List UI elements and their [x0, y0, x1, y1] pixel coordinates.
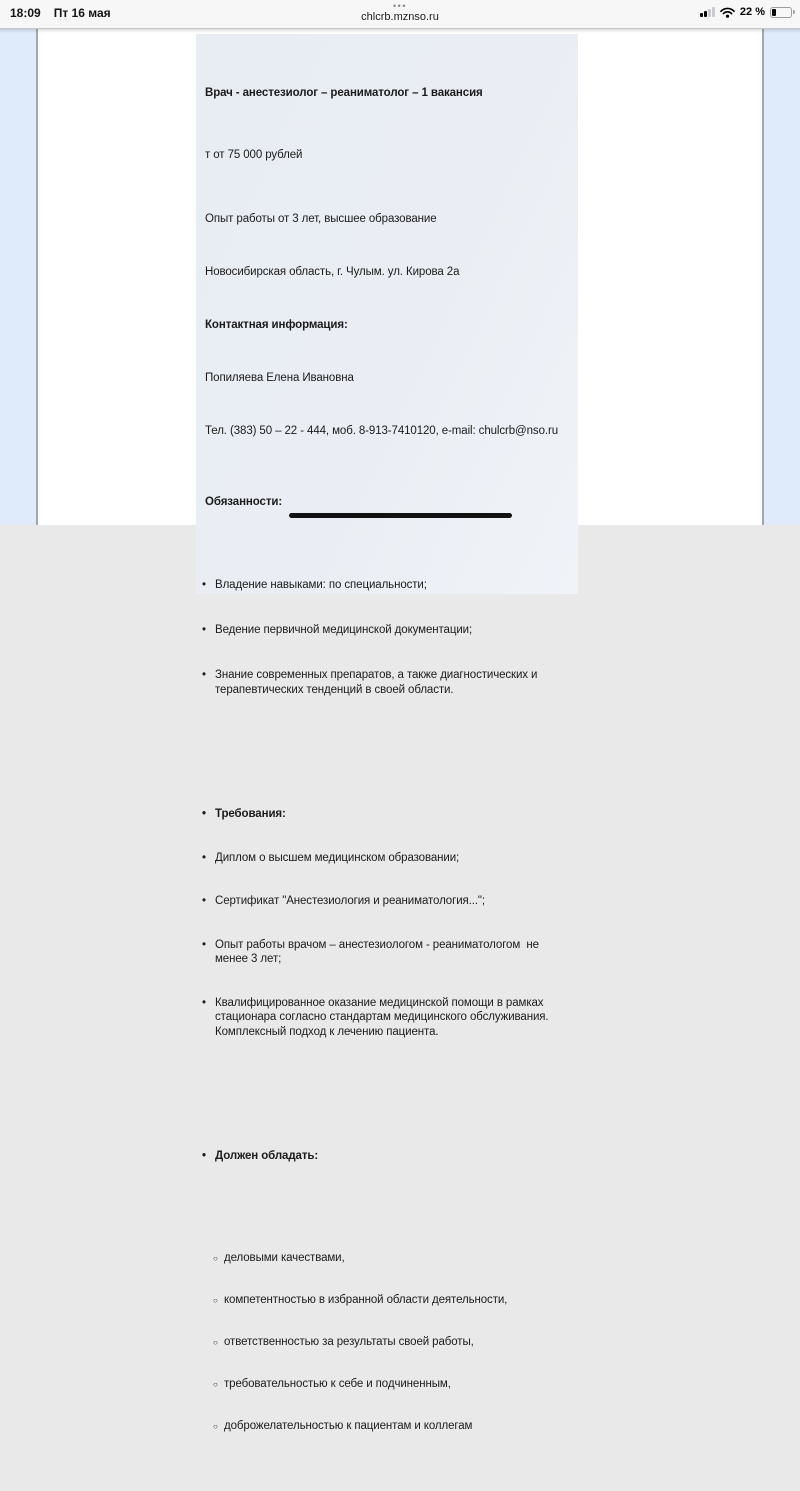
status-time: 18:09	[10, 6, 41, 20]
requirements-list	[205, 778, 563, 1068]
address-bar-group	[361, 2, 439, 23]
status-right	[700, 5, 792, 19]
battery-icon	[770, 7, 792, 18]
status-date: Пт 16 мая	[53, 6, 111, 20]
qualities-sublist	[205, 1223, 563, 1461]
list-item: • Сертификат "Анестезиология и реаниматология...";	[205, 894, 563, 909]
address-bar[interactable]: chlcrb.mznso.ru	[361, 11, 439, 23]
list-item: ○ доброжелательностью к пациентам и коллегам	[205, 1419, 563, 1433]
duties-heading: Обязанности:	[205, 496, 283, 508]
list-item: • Ведение первичной медицинской документации;	[205, 623, 563, 638]
page-margin-right	[762, 29, 800, 525]
salary-line: т от 75 000 рублей	[205, 149, 303, 161]
list-item: • Диплом о высшем медицинском образовании;	[205, 851, 563, 866]
cellular-signal-icon	[700, 7, 715, 17]
list-item: ○ деловыми качествами,	[205, 1251, 563, 1265]
vacancy-card	[196, 34, 578, 1432]
list-item: • Опыт работы врачом – анестезиологом - реаниматологом не менее 3 лет;	[205, 938, 563, 967]
wifi-icon	[720, 7, 735, 18]
requirements-heading: • Требования:	[205, 807, 563, 822]
address-line: Новосибирская область, г. Чулым. ул. Кирова 2а	[205, 266, 460, 278]
list-item: ○ ответственностью за результаты своей работы,	[205, 1335, 563, 1349]
home-indicator[interactable]	[289, 513, 512, 518]
duties-list	[205, 548, 563, 728]
contact-phone: Тел. (383) 50 – 22 - 444, моб. 8-913-7410120, e-mail: chulcrb@nso.ru	[205, 425, 558, 437]
page-margin-left	[0, 29, 38, 525]
status-left	[10, 6, 111, 20]
safari-compact-toolbar	[0, 0, 800, 29]
vacancy-title: Врач - анестезиолог – реаниматолог – 1 вакансия	[205, 87, 483, 99]
contact-heading: Контактная информация:	[205, 319, 348, 331]
experience-line: Опыт работы от 3 лет, высшее образование	[205, 213, 437, 225]
qualities-heading-list	[205, 1120, 563, 1193]
list-item: • Знание современных препаратов, а также диагностических и терапевтических тенденций в своей области.	[205, 668, 563, 698]
battery-percent: 22 %	[739, 6, 765, 18]
browser-viewport	[0, 29, 800, 1432]
list-item: ○ компетентностью в избранной области деятельности,	[205, 1293, 563, 1307]
list-item: ○ требовательностью к себе и подчиненным,	[205, 1377, 563, 1391]
contact-name: Попиляева Елена Ивановна	[205, 372, 354, 384]
page-dots-icon[interactable]: •••	[393, 1, 407, 11]
list-item: • Владение навыками: по специальности;	[205, 578, 563, 593]
list-item: • Квалифицированное оказание медицинской помощи в рамках стационара согласно стандартам медицинского обслуживания. Комплексный подход к лечению пациента.	[205, 996, 563, 1040]
qualities-heading: • Должен обладать:	[205, 1149, 563, 1164]
